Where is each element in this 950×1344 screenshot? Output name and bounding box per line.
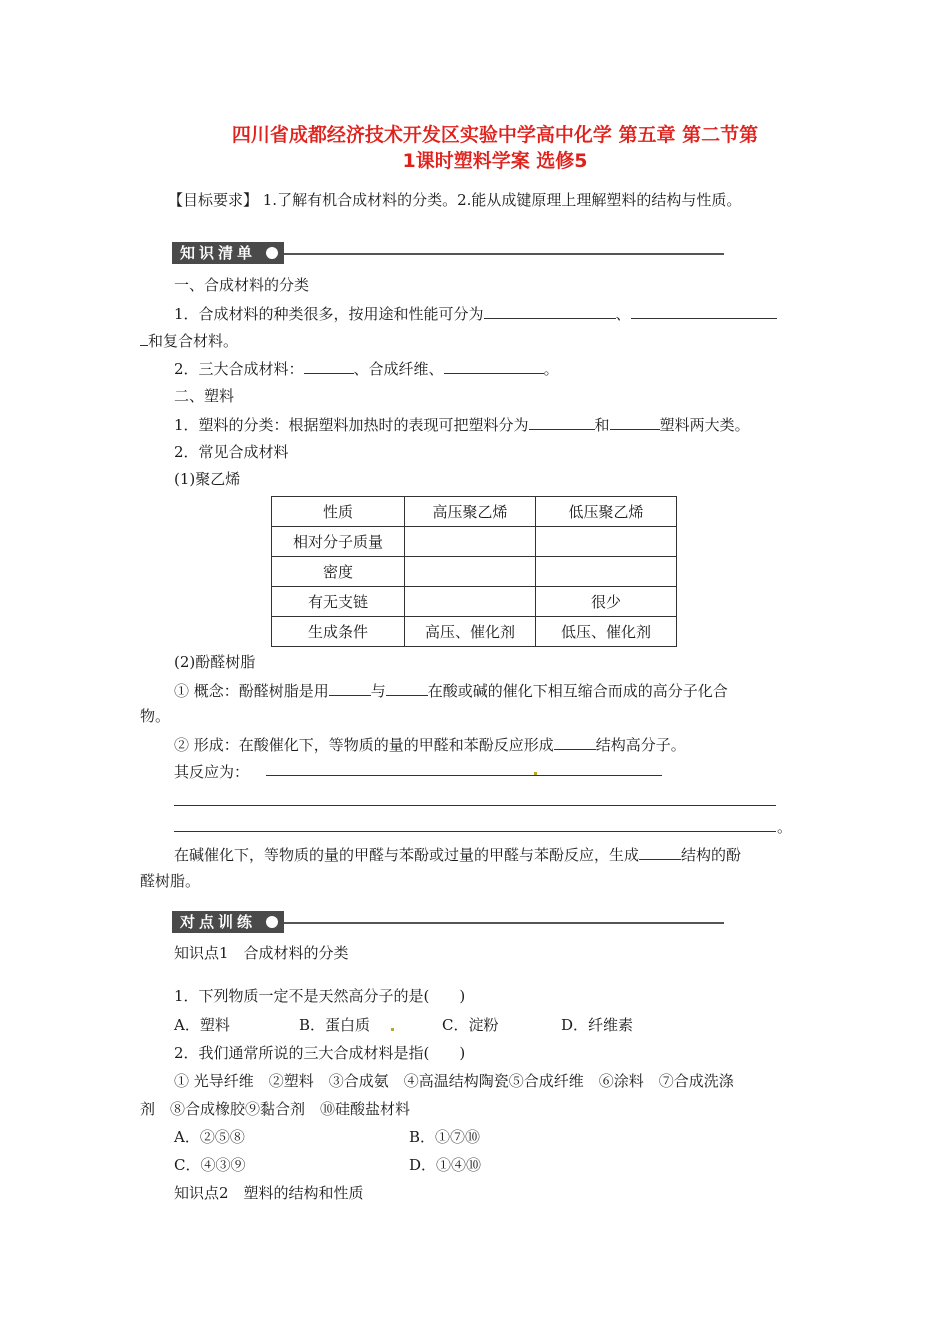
formation-line (174, 734, 686, 755)
question-text: ① 概念：酚醛树脂是用 (174, 682, 329, 700)
practice-question-2: 2．我们通常所说的三大合成材料是指( ) (174, 1044, 466, 1062)
table-row (272, 587, 677, 617)
answer-blank[interactable] (610, 414, 660, 430)
question-text: 结构高分子。 (595, 736, 686, 754)
question-text: 结构的酚 (681, 846, 742, 864)
table-cell: 有无支链 (272, 587, 405, 617)
table-cell: 高压、催化剂 (405, 617, 536, 647)
table-cell[interactable] (405, 527, 536, 557)
q2-option-a[interactable]: A．②⑤⑧ (174, 1128, 245, 1146)
answer-blank[interactable] (554, 734, 596, 750)
table-cell: 相对分子质量 (272, 527, 405, 557)
question-text: 在碱催化下，等物质的量的甲醛与苯酚或过量的甲醛与苯酚反应，生成 (174, 846, 640, 864)
answer-blank[interactable] (484, 303, 616, 319)
answer-blank[interactable] (639, 844, 681, 860)
reaction-end: 。 (777, 818, 793, 836)
bullet-dot-icon (266, 247, 278, 259)
concept-line-1 (174, 680, 728, 701)
q2-option-b[interactable]: B．①⑦⑩ (409, 1128, 481, 1146)
q1-option-b[interactable]: B．蛋白质 (299, 1016, 371, 1034)
table-cell[interactable] (405, 587, 536, 617)
section-rule (284, 253, 724, 255)
question-text: 1．塑料的分类：根据塑料加热时的表现可把塑料分为 (174, 416, 529, 434)
reaction-label: 其反应为： (174, 763, 250, 781)
answer-blank[interactable] (304, 358, 354, 374)
answer-blank[interactable] (529, 414, 595, 430)
knowledge-point-1: 知识点1 合成材料的分类 (174, 944, 349, 962)
question-text: 。 (543, 360, 559, 378)
common-materials-heading: 2．常见合成材料 (174, 443, 289, 461)
practice-question-1: 1．下列物质一定不是天然高分子的是( ) (174, 987, 466, 1005)
title-line-1: 四川省成都经济技术开发区实验中学高中化学 第五章 第二节第 (231, 124, 759, 146)
answer-blank[interactable] (329, 680, 371, 696)
base-catalysis-line-1 (174, 844, 741, 865)
answer-blank[interactable] (386, 680, 428, 696)
table-cell: 低压、催化剂 (536, 617, 677, 647)
separator: 、 (615, 305, 631, 323)
table-cell: 密度 (272, 557, 405, 587)
phenolic-resin-heading: (2)酚醛树脂 (174, 653, 256, 671)
reaction-blank-2[interactable] (174, 790, 776, 806)
table-header: 高压聚乙烯 (405, 497, 536, 527)
scan-mark (534, 772, 537, 775)
table-cell[interactable] (536, 527, 677, 557)
q2-option-d[interactable]: D．①④⑩ (409, 1156, 482, 1174)
q1-option-c[interactable]: C．淀粉 (442, 1016, 499, 1034)
q1-option-d[interactable]: D．纤维素 (561, 1016, 634, 1034)
title-line-2: 1课时塑料学案 选修5 (402, 150, 588, 172)
table-header: 低压聚乙烯 (536, 497, 677, 527)
plastic-classification (174, 414, 750, 435)
reaction-blank-3[interactable] (174, 816, 776, 832)
table-cell[interactable] (536, 557, 677, 587)
question-text: 2．三大合成材料： (174, 360, 304, 378)
question-text: 塑料两大类。 (659, 416, 750, 434)
question-text: 、合成纤维、 (353, 360, 444, 378)
table-header: 性质 (272, 497, 405, 527)
table-cell: 很少 (536, 587, 677, 617)
table-cell: 生成条件 (272, 617, 405, 647)
table-cell[interactable] (405, 557, 536, 587)
question-2 (174, 358, 559, 379)
table-row (272, 527, 677, 557)
bullet-dot-icon (266, 916, 278, 928)
question-text: 在酸或碱的催化下相互缩合而成的高分子化合 (427, 682, 728, 700)
heading-classification: 一、合成材料的分类 (174, 276, 310, 294)
question-text: 和 (594, 416, 610, 434)
question-text: 1．合成材料的种类很多，按用途和性能可分为 (174, 305, 484, 323)
q2-items-line-1: ① 光导纤维 ②塑料 ③合成氨 ④高温结构陶瓷⑤合成纤维 ⑥涂料 ⑦合成洗涤 (174, 1072, 734, 1090)
concept-line-2: 物。 (140, 707, 171, 725)
document-title (160, 122, 830, 174)
base-catalysis-line-2: 醛树脂。 (140, 872, 201, 890)
q2-option-c[interactable]: C．④③⑨ (174, 1156, 246, 1174)
q1-option-a[interactable]: A．塑料 (174, 1016, 230, 1034)
question-1-line-1 (174, 303, 777, 324)
knowledge-point-2: 知识点2 塑料的结构和性质 (174, 1184, 364, 1202)
answer-blank[interactable] (631, 303, 777, 319)
question-text: 和复合材料。 (148, 332, 239, 350)
question-text: 与 (370, 682, 386, 700)
polyethylene-heading: (1)聚乙烯 (174, 470, 241, 488)
reaction-blank-1[interactable] (266, 760, 662, 776)
heading-plastics: 二、塑料 (174, 387, 235, 405)
polyethylene-table (271, 496, 677, 647)
table-header-row (272, 497, 677, 527)
answer-blank[interactable] (140, 330, 148, 346)
table-row (272, 617, 677, 647)
question-1-line-2 (140, 330, 238, 351)
question-text: ② 形成：在酸催化下，等物质的量的甲醛和苯酚反应形成 (174, 736, 554, 754)
goal-requirements: 【目标要求】 1.了解有机合成材料的分类。2.能从成键原理上理解塑料的结构与性质。 (168, 191, 742, 209)
section-rule (284, 922, 724, 924)
answer-blank[interactable] (444, 358, 544, 374)
section-label: 对点训练 (172, 911, 284, 933)
scan-mark (391, 1028, 394, 1031)
section-label: 知识清单 (172, 242, 284, 264)
q2-items-line-2: 剂 ⑧合成橡胶⑨黏合剂 ⑩硅酸盐材料 (140, 1100, 411, 1118)
table-row (272, 557, 677, 587)
